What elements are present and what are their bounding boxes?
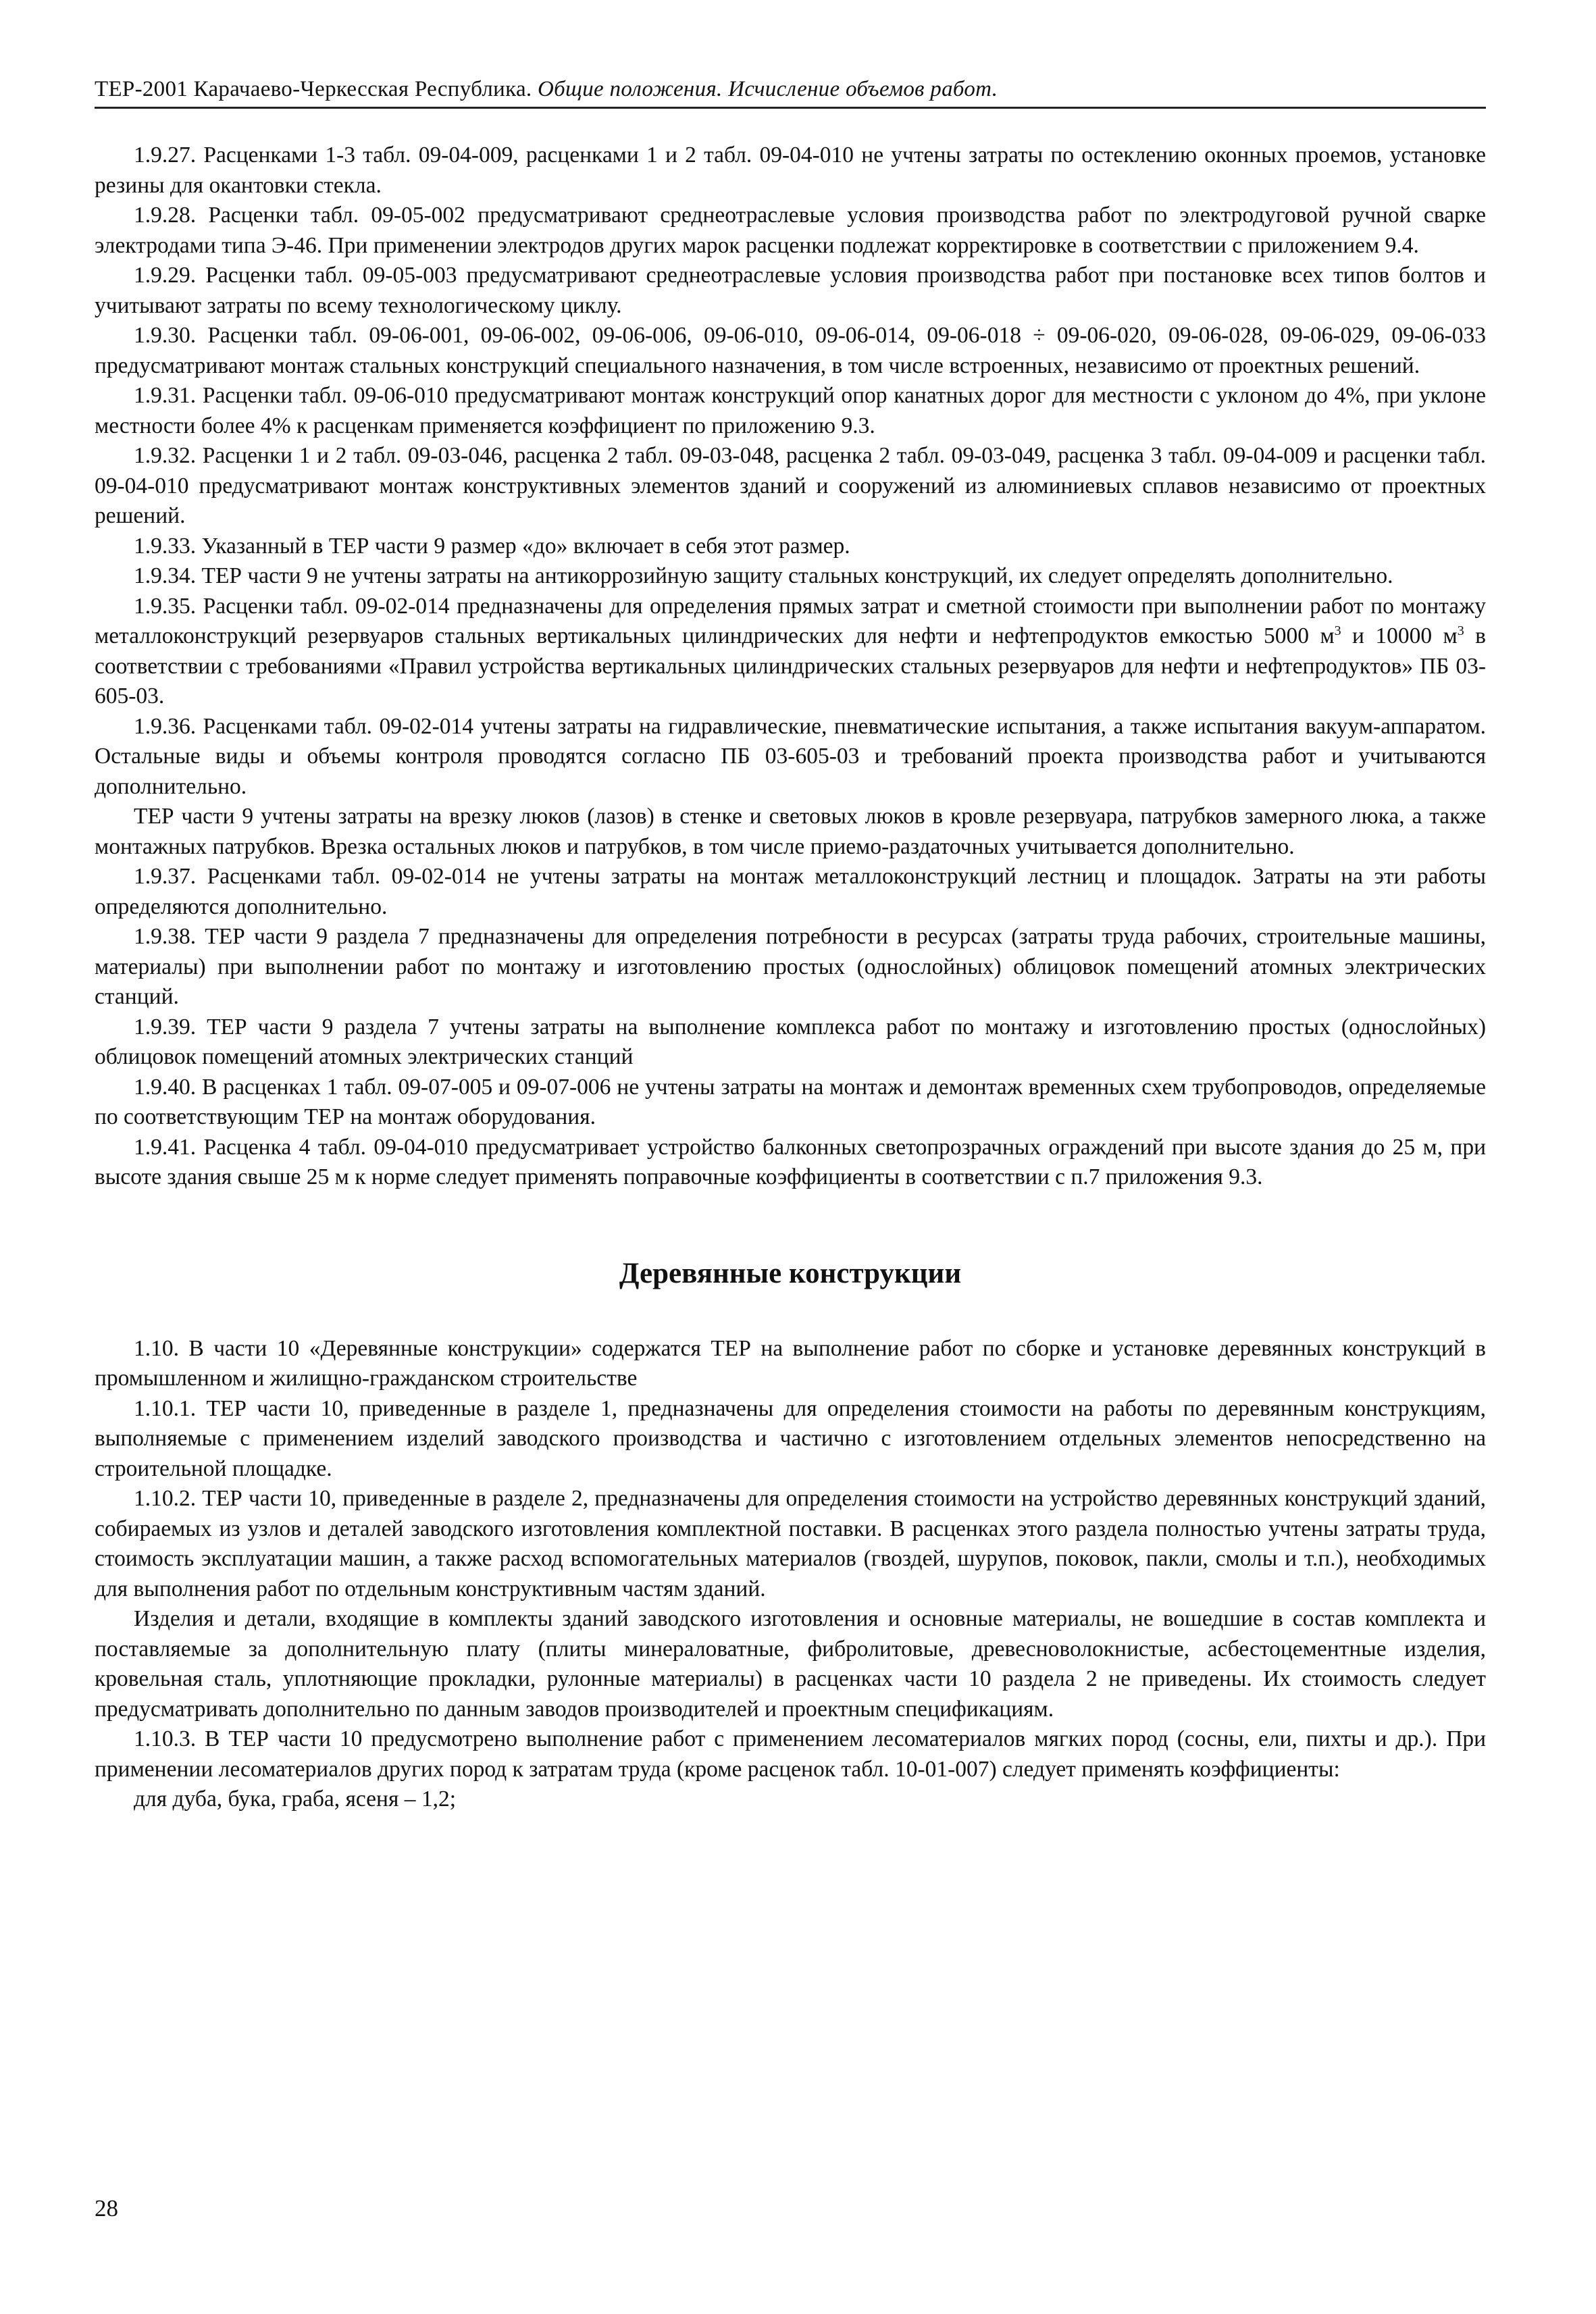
paragraph-1-9-39: 1.9.39. ТЕР части 9 раздела 7 учтены затраты на выполнение комплекса работ по монтажу и изготовлению простых (однослойных) облицовок помещений атомных электрических станций: [95, 1014, 1486, 1069]
superscript-cubic: 3: [1457, 623, 1464, 638]
header-prefix: ТЕР-2001 Карачаево-Черкесская Республика.: [95, 77, 538, 101]
paragraph-1-9-33: 1.9.33. Указанный в ТЕР части 9 размер «до» включает в себя этот размер.: [134, 533, 850, 559]
paragraph-1-9-29: 1.9.29. Расценки табл. 09-05-003 предусматривают среднеотраслевые условия производства работ при постановке всех типов болтов и учитывают затраты по всему технологическому циклу.: [95, 263, 1486, 318]
header-subtitle: Общие положения. Исчисление объемов работ.: [538, 77, 998, 101]
paragraph-1-9-27: 1.9.27. Расценками 1-3 табл. 09-04-009, расценками 1 и 2 табл. 09-04-010 не учтены затраты по остеклению оконных проемов, установке резины для окантовки стекла.: [95, 143, 1486, 198]
document-page: [95, 0, 1486, 2314]
page-number: 28: [95, 2195, 118, 2221]
paragraph-products-details: Изделия и детали, входящие в комплекты зданий заводского изготовления и основные материалы, не вошедшие в состав комплекта и поставляемые за дополнительную плату (плиты минераловатные, фибролитовые, древесноволокнистые, асбестоцементные изделия, кровельная сталь, уплотняющие прокладки, рулонные материалы) в расценках части 10 раздела 2 не приведены. Их стоимость следует предусматривать дополнительно по данным заводов производителей и проектным спецификациям.: [95, 1606, 1486, 1722]
paragraph-1-9-41: 1.9.41. Расценка 4 табл. 09-04-010 предусматривает устройство балконных светопрозрачных ограждений при высоте здания до 25 м, при высоте здания свыше 25 м к норме следует применять поправочные коэффициенты в соответствии с п.7 приложения 9.3.: [95, 1134, 1486, 1189]
paragraph-1-9-38: 1.9.38. ТЕР части 9 раздела 7 предназначены для определения потребности в ресурсах (затраты труда рабочих, строительные машины, материалы) при выполнении работ по монтажу и изготовлению простых (однослойных) облицовок помещений атомных электрических станций.: [95, 924, 1486, 1009]
paragraph-1-10-2: 1.10.2. ТЕР части 10, приведенные в разделе 2, предназначены для определения стоимости на устройство деревянных конструкций зданий, собираемых из узлов и деталей заводского изготовления комплектной поставки. В расценках этого раздела полностью учтены затраты труда, стоимость эксплуатации машин, а также расход вспомогательных материалов (гвоздей, шурупов, поковок, пакли, смолы и т.п.), необходимых для выполнения работ по отдельным конструктивным частям зданий.: [95, 1486, 1486, 1601]
document-body: [95, 140, 1486, 1815]
paragraph-1-9-35-part2: и 10000 м: [1341, 623, 1458, 648]
paragraph-1-9-37: 1.9.37. Расценками табл. 09-02-014 не учтены затраты на монтаж металлоконструкций лестниц и площадок. Затраты на эти работы определяются дополнительно.: [95, 864, 1486, 919]
paragraph-1-9-30: 1.9.30. Расценки табл. 09-06-001, 09-06-002, 09-06-006, 09-06-010, 09-06-014, 09-06-018 ÷ 09-06-020, 09-06-028, 09-06-029, 09-06-033 предусматривают монтаж стальных конструкций специального назначения, в том числе встроенных, независимо от проектных решений.: [95, 323, 1486, 378]
paragraph-1-9-35-part1: 1.9.35. Расценки табл. 09-02-014 предназначены для определения прямых затрат и сметной стоимости при выполнении работ по монтажу металлоконструкций резервуаров стальных вертикальных цилиндрических для нефти и нефтепродуктов емкостью 5000 м: [95, 593, 1486, 648]
paragraph-1-9-36: 1.9.36. Расценками табл. 09-02-014 учтены затраты на гидравлические, пневматические испытания, а также испытания вакуум-аппаратом. Остальные виды и объемы контроля проводятся согласно ПБ 03-605-03 и требований проекта производства работ и учитываются дополнительно.: [95, 713, 1486, 799]
superscript-cubic: 3: [1334, 623, 1341, 638]
running-header: [95, 76, 1486, 109]
paragraph-1-9-28: 1.9.28. Расценки табл. 09-05-002 предусматривают среднеотраслевые условия производства работ по электродуговой ручной сварке электродами типа Э-46. При применении электродов других марок расценки подлежат корректировке в соответствии с приложением 9.4.: [95, 203, 1486, 258]
paragraph-coefficient-oak: для дуба, бука, граба, ясеня – 1,2;: [134, 1786, 457, 1811]
paragraph-1-10: 1.10. В части 10 «Деревянные конструкции» содержатся ТЕР на выполнение работ по сборке и установке деревянных конструкций в промышленном и жилищно-гражданском строительстве: [95, 1335, 1486, 1391]
paragraph-1-9-35-part3: в соответствии с требованиями «Правил устройства вертикальных цилиндрических стальных резервуаров для нефти и нефтепродуктов» ПБ 03-605-03.: [95, 623, 1486, 709]
paragraph-1-9-35: [95, 592, 1486, 712]
paragraph-ter-9-hatches: ТЕР части 9 учтены затраты на врезку люков (лазов) в стенке и световых люков в кровле резервуара, патрубков замерного люка, а также монтажных патрубков. Врезка остальных люков и патрубков, в том числе приемо-раздаточных учитывается дополнительно.: [95, 804, 1486, 859]
section-heading: Деревянные конструкции: [619, 1257, 962, 1289]
paragraph-1-9-31: 1.9.31. Расценки табл. 09-06-010 предусматривают монтаж конструкций опор канатных дорог для местности с уклоном до 4%, при уклоне местности более 4% к расценкам применяется коэффициент по приложению 9.3.: [95, 383, 1486, 438]
paragraph-1-10-3: 1.10.3. В ТЕР части 10 предусмотрено выполнение работ с применением лесоматериалов мягких пород (сосны, ели, пихты и др.). При применении лесоматериалов других пород к затратам труда (кроме расценок табл. 10-01-007) следует применять коэффициенты:: [95, 1726, 1486, 1782]
paragraph-1-9-34: 1.9.34. ТЕР части 9 не учтены затраты на антикоррозийную защиту стальных конструкций, их следует определять дополнительно.: [134, 563, 1393, 588]
paragraph-1-10-1: 1.10.1. ТЕР части 10, приведенные в разделе 1, предназначены для определения стоимости на работы по деревянным конструкциям, выполняемые с применением изделий заводского производства и частично с изготовлением отдельных элементов непосредственно на строительной площадке.: [95, 1395, 1486, 1481]
paragraph-1-9-40: 1.9.40. В расценках 1 табл. 09-07-005 и 09-07-006 не учтены затраты на монтаж и демонтаж временных схем трубопроводов, определяемые по соответствующим ТЕР на монтаж оборудования.: [95, 1074, 1486, 1129]
paragraph-1-9-32: 1.9.32. Расценки 1 и 2 табл. 09-03-046, расценка 2 табл. 09-03-048, расценка 2 табл. 09-03-049, расценка 3 табл. 09-04-009 и расценки табл. 09-04-010 предусматривают монтаж конструктивных элементов зданий и сооружений из алюминиевых сплавов независимо от проектных решений.: [95, 443, 1486, 528]
